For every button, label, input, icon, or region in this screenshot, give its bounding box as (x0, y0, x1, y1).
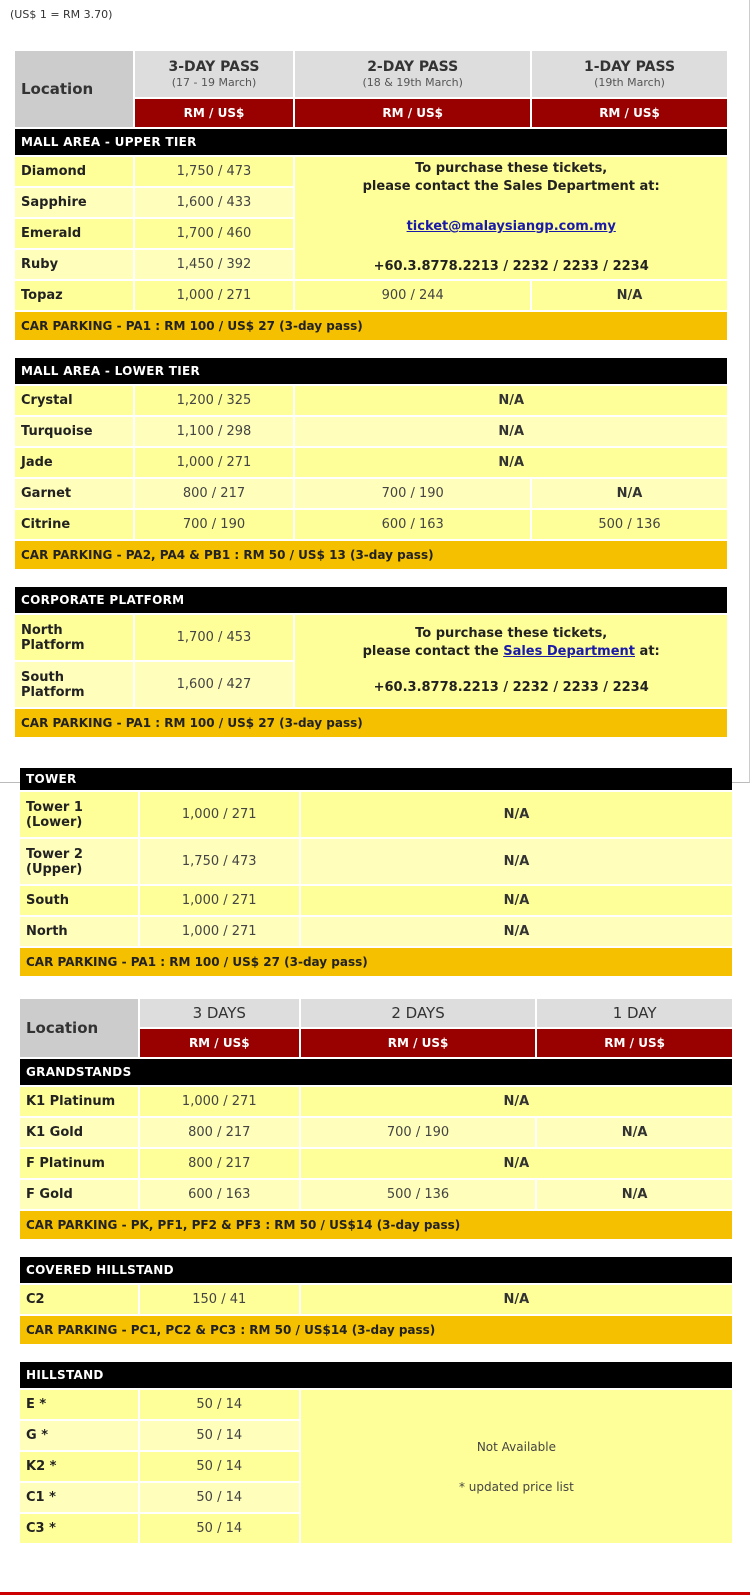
location-name: C2 (20, 1285, 138, 1314)
price-3-day: 1,750 / 473 (140, 839, 299, 884)
price-2-day: 500 / 136 (301, 1180, 535, 1209)
price-not-available: N/A (301, 1087, 732, 1116)
price-3-day: 50 / 14 (140, 1452, 299, 1481)
price-not-available: N/A (301, 1149, 732, 1178)
location-name: F Platinum (20, 1149, 138, 1178)
price-3-day: 50 / 14 (140, 1390, 299, 1419)
price-3-day: 150 / 41 (140, 1285, 299, 1314)
price-1-day: N/A (532, 479, 727, 508)
location-name: G * (20, 1421, 138, 1450)
price-not-available: N/A (301, 917, 732, 946)
section-title-upper-tier: MALL AREA - UPPER TIER (15, 129, 727, 155)
price-3-day: 800 / 217 (135, 479, 294, 508)
price-3-day: 1,450 / 392 (135, 250, 294, 279)
ticket-email-link[interactable]: ticket@malaysiangp.com.my (406, 219, 616, 234)
location-name: Turquoise (15, 417, 133, 446)
header-3-day-pass: 3-DAY PASS (17 - 19 March) (135, 51, 294, 97)
price-3-day: 1,000 / 271 (140, 792, 299, 837)
contact-line-1: To purchase these tickets, (415, 626, 608, 641)
contact-line-1: To purchase these tickets, (415, 161, 608, 176)
price-1-day: N/A (537, 1118, 732, 1147)
location-name: Ruby (15, 250, 133, 279)
sales-phone-numbers: +60.3.8778.2213 / 2232 / 2233 / 2234 (373, 680, 649, 695)
car-parking-tower: CAR PARKING - PA1 : RM 100 / US$ 27 (3-day pass) (20, 948, 732, 976)
location-name: Tower 2 (Upper) (20, 839, 138, 884)
contact-sales-block-corporate (295, 615, 727, 707)
car-parking-upper-tier: CAR PARKING - PA1 : RM 100 / US$ 27 (3-day pass) (15, 312, 727, 340)
section-title-lower-tier: MALL AREA - LOWER TIER (15, 358, 727, 384)
header-2-days: 2 DAYS (301, 999, 535, 1027)
price-3-day: 1,000 / 271 (135, 281, 294, 310)
ticket-price-table-tower (18, 766, 734, 978)
ticket-price-table-2 (18, 997, 734, 1545)
car-parking-covered-hillstand: CAR PARKING - PC1, PC2 & PC3 : RM 50 / US$14 (3-day pass) (20, 1316, 732, 1344)
location-name: Tower 1 (Lower) (20, 792, 138, 837)
contact-sales-block (295, 157, 727, 279)
price-3-day: 1,700 / 453 (135, 615, 294, 660)
price-3-day: 1,700 / 460 (135, 219, 294, 248)
price-3-day: 50 / 14 (140, 1514, 299, 1543)
currency-header-1-day: RM / US$ (537, 1029, 732, 1057)
price-3-day: 50 / 14 (140, 1483, 299, 1512)
price-3-day: 1,000 / 271 (140, 917, 299, 946)
location-name: K1 Platinum (20, 1087, 138, 1116)
price-2-day: 700 / 190 (301, 1118, 535, 1147)
location-header: Location (20, 999, 138, 1057)
price-3-day: 1,000 / 271 (140, 1087, 299, 1116)
price-3-day: 1,000 / 271 (135, 448, 294, 477)
price-not-available: N/A (295, 417, 727, 446)
header-1-day-pass: 1-DAY PASS (19th March) (532, 51, 727, 97)
section-title-grandstands: GRANDSTANDS (20, 1059, 732, 1085)
price-3-day: 800 / 217 (140, 1149, 299, 1178)
location-name: Citrine (15, 510, 133, 539)
location-name: C3 * (20, 1514, 138, 1543)
car-parking-corporate: CAR PARKING - PA1 : RM 100 / US$ 27 (3-day pass) (15, 709, 727, 737)
price-not-available: N/A (301, 839, 732, 884)
car-parking-grandstands: CAR PARKING - PK, PF1, PF2 & PF3 : RM 50 / US$14 (3-day pass) (20, 1211, 732, 1239)
price-2-day: 700 / 190 (295, 479, 530, 508)
sales-department-link[interactable]: Sales Department (503, 644, 636, 659)
price-3-day: 700 / 190 (135, 510, 294, 539)
location-header: Location (15, 51, 133, 127)
price-not-available: N/A (295, 386, 727, 415)
location-name: North Platform (15, 615, 133, 660)
location-name: South Platform (15, 662, 133, 707)
ticket-price-table-1 (13, 49, 729, 739)
header-1-day: 1 DAY (537, 999, 732, 1027)
exchange-rate-note: (US$ 1 = RM 3.70) (10, 8, 113, 21)
location-name: Jade (15, 448, 133, 477)
section-title-tower: TOWER (20, 768, 732, 790)
price-1-day: N/A (532, 281, 727, 310)
price-3-day: 1,000 / 271 (140, 886, 299, 915)
price-3-day: 600 / 163 (140, 1180, 299, 1209)
location-name: C1 * (20, 1483, 138, 1512)
hillstand-not-available-block (301, 1390, 732, 1543)
price-2-day: 900 / 244 (295, 281, 530, 310)
section-title-covered-hillstand: COVERED HILLSTAND (20, 1257, 732, 1283)
sales-phone-numbers: +60.3.8778.2213 / 2232 / 2233 / 2234 (373, 259, 649, 274)
price-3-day: 50 / 14 (140, 1421, 299, 1450)
header-3-days: 3 DAYS (140, 999, 299, 1027)
currency-header-1-day: RM / US$ (532, 99, 727, 127)
price-not-available: N/A (295, 448, 727, 477)
ticket-price-panel-2 (0, 772, 750, 1595)
price-3-day: 1,600 / 433 (135, 188, 294, 217)
location-name: South (20, 886, 138, 915)
location-name: North (20, 917, 138, 946)
price-1-day: N/A (537, 1180, 732, 1209)
location-name: F Gold (20, 1180, 138, 1209)
section-title-corporate-platform: CORPORATE PLATFORM (15, 587, 727, 613)
updated-price-note: * updated price list (458, 1479, 574, 1494)
location-name: Garnet (15, 479, 133, 508)
price-3-day: 1,100 / 298 (135, 417, 294, 446)
location-name: Sapphire (15, 188, 133, 217)
location-name: E * (20, 1390, 138, 1419)
not-available-text: Not Available (476, 1439, 556, 1454)
price-3-day: 1,200 / 325 (135, 386, 294, 415)
price-1-day: 500 / 136 (532, 510, 727, 539)
contact-line-2: please contact the Sales Department at: (362, 179, 660, 194)
ticket-price-panel-1 (0, 0, 750, 783)
location-name: K1 Gold (20, 1118, 138, 1147)
price-3-day: 1,600 / 427 (135, 662, 294, 707)
price-not-available: N/A (301, 886, 732, 915)
location-name: Crystal (15, 386, 133, 415)
location-name: K2 * (20, 1452, 138, 1481)
contact-line-2: please contact the Sales Department at: (362, 644, 660, 659)
price-3-day: 1,750 / 473 (135, 157, 294, 186)
location-name: Emerald (15, 219, 133, 248)
price-not-available: N/A (301, 1285, 732, 1314)
section-title-hillstand: HILLSTAND (20, 1362, 732, 1388)
currency-header-2-day: RM / US$ (295, 99, 530, 127)
price-not-available: N/A (301, 792, 732, 837)
price-2-day: 600 / 163 (295, 510, 530, 539)
currency-header-3-day: RM / US$ (135, 99, 294, 127)
currency-header-3-day: RM / US$ (140, 1029, 299, 1057)
header-2-day-pass: 2-DAY PASS (18 & 19th March) (295, 51, 530, 97)
car-parking-lower-tier: CAR PARKING - PA2, PA4 & PB1 : RM 50 / US$ 13 (3-day pass) (15, 541, 727, 569)
location-name: Diamond (15, 157, 133, 186)
currency-header-2-day: RM / US$ (301, 1029, 535, 1057)
location-name: Topaz (15, 281, 133, 310)
price-3-day: 800 / 217 (140, 1118, 299, 1147)
